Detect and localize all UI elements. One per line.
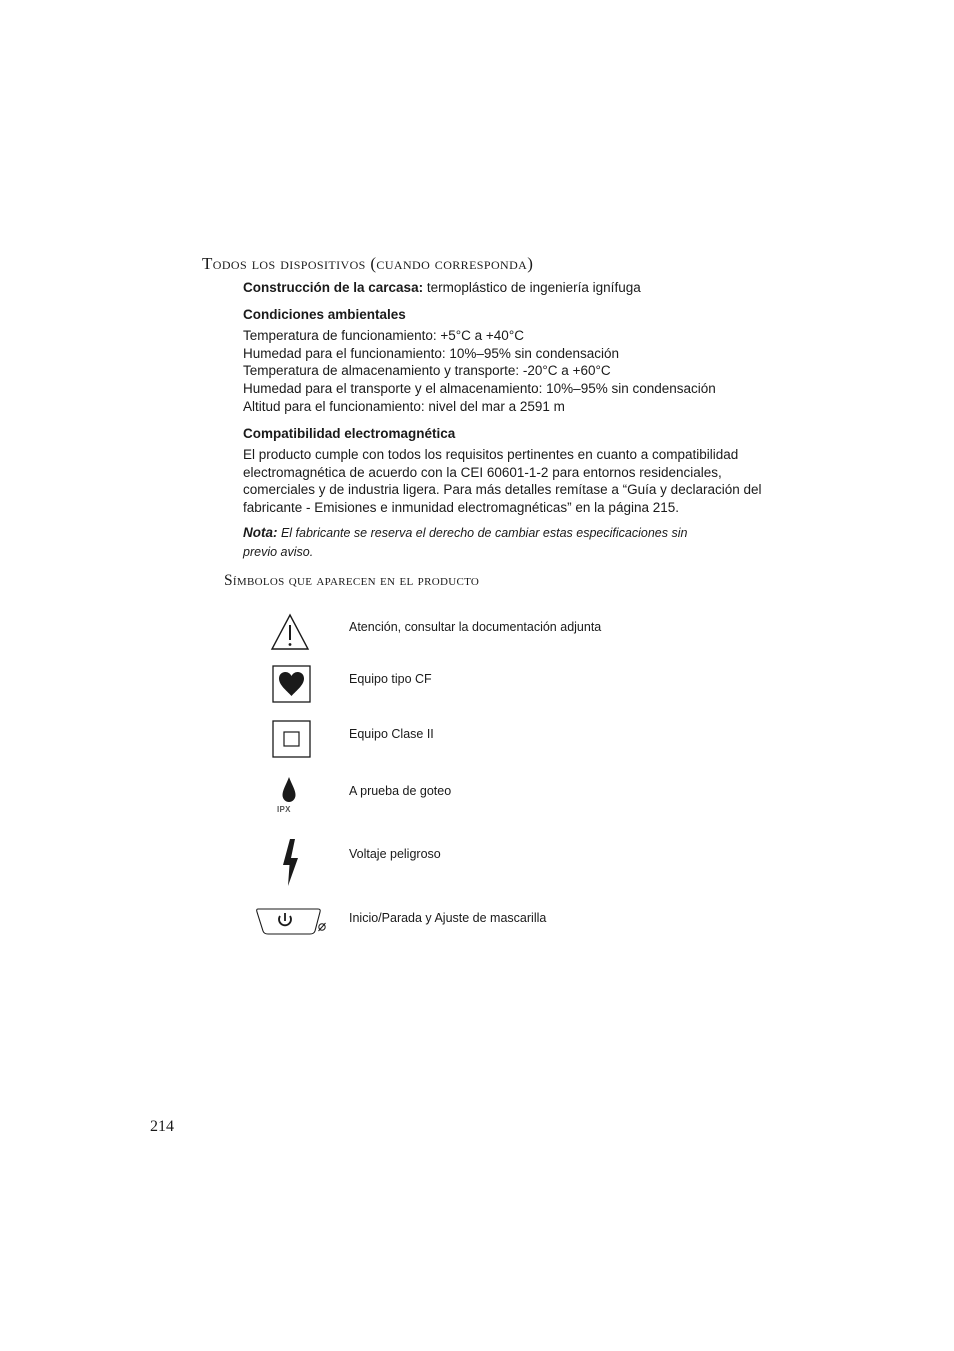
emc-line: electromagnética de acuerdo con la CEI 60601-1-2 para entornos residenciales, <box>243 464 722 480</box>
symbol-label-warning: Atención, consultar la documentación adjunta <box>349 620 602 634</box>
env-line: Humedad para el transporte y el almacenamiento: 10%–95% sin condensación <box>243 381 716 397</box>
environmental-conditions-list <box>243 327 763 416</box>
warning-triangle-icon <box>270 613 310 651</box>
env-line: Humedad para el funcionamiento: 10%–95% sin condensación <box>243 345 619 361</box>
symbol-label-voltage: Voltaje peligroso <box>349 847 441 861</box>
note-label: Nota: <box>243 525 278 540</box>
env-line: Temperatura de funcionamiento: +5°C a +40°C <box>243 328 524 343</box>
note <box>243 523 763 562</box>
ipx-text: IPX <box>277 805 291 814</box>
note-text: El fabricante se reserva el derecho de cambiar estas especificaciones sin <box>277 526 688 540</box>
housing-label: Construcción de la carcasa: <box>243 280 424 295</box>
emc-line: comerciales y de industria ligera. Para más detalles remítase a “Guía y declaración del <box>243 482 762 498</box>
class-ii-square-icon <box>272 720 312 759</box>
page-number: 214 <box>150 1118 174 1135</box>
env-line: Temperatura de almacenamiento y transporte: -20°C a +60°C <box>243 363 611 379</box>
env-line: Altitud para el funcionamiento: nivel del mar a 2591 m <box>243 398 565 414</box>
housing-value: termoplástico de ingeniería ignífuga <box>423 280 641 295</box>
symbol-label-drip-proof: A prueba de goteo <box>349 784 452 798</box>
drip-proof-icon <box>274 775 304 817</box>
power-button-icon <box>254 905 330 937</box>
symbol-label-class-ii: Equipo Clase II <box>349 727 434 741</box>
emc-paragraph <box>243 446 763 517</box>
drop-icon <box>274 775 304 805</box>
emc-heading: Compatibilidad electromagnética <box>243 426 456 441</box>
symbol-label-power: Inicio/Parada y Ajuste de mascarilla <box>349 911 547 925</box>
section-heading-all-devices: Todos los dispositivos (cuando corresponda) <box>202 254 534 273</box>
environmental-conditions-heading: Condiciones ambientales <box>243 307 406 322</box>
note-text-cont: previo aviso. <box>243 545 314 559</box>
housing-construction <box>243 279 763 297</box>
symbol-label-cf: Equipo tipo CF <box>349 672 432 686</box>
section-heading-symbols: Símbolos que aparecen en el producto <box>224 572 480 589</box>
heart-cf-icon <box>272 665 312 704</box>
emc-line: fabricante - Emisiones e inmunidad electromagnéticas” en la página 215. <box>243 500 680 516</box>
high-voltage-icon <box>280 838 304 888</box>
emc-line: El producto cumple con todos los requisitos pertinentes en cuanto a compatibilidad <box>243 447 739 462</box>
